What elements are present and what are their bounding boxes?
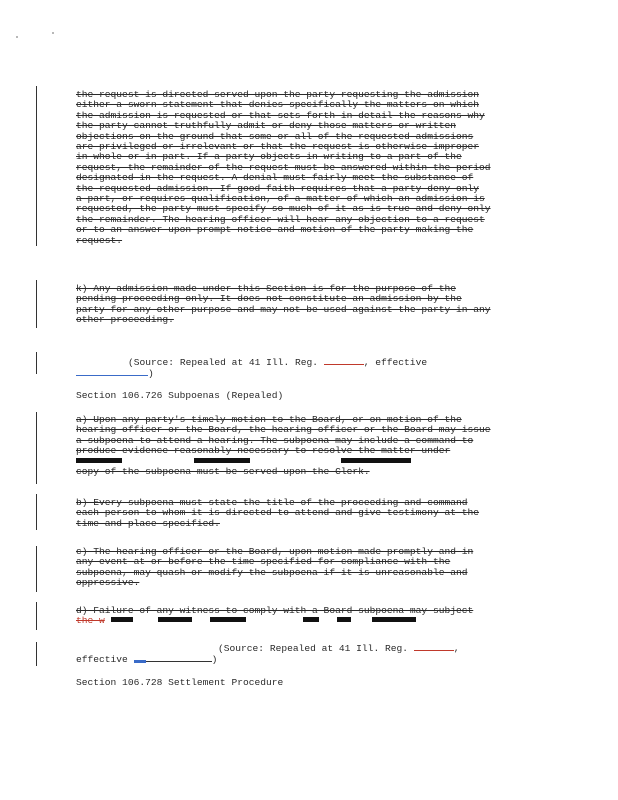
redacted-line xyxy=(76,616,546,626)
change-bar xyxy=(36,602,37,630)
text-line: a part, or requires qualification, of a matter of which an admission is xyxy=(76,194,485,205)
redaction-mark xyxy=(111,617,133,622)
text-line: the admission is requested or that sets forth in detail the reasons why xyxy=(76,110,485,121)
text-line: the request is directed served upon the party requesting the admission xyxy=(76,90,480,100)
text-line: request. xyxy=(76,235,123,246)
redacted-line xyxy=(76,457,546,467)
source-effective: effective xyxy=(76,654,128,665)
scan-speck xyxy=(16,36,18,38)
text-line: b) Every subpoena must state the title of the proceeding and command xyxy=(76,498,468,508)
redaction-mark xyxy=(76,458,122,463)
change-bar xyxy=(36,546,37,592)
paragraph-request-response xyxy=(76,90,546,246)
text-line: requested, the party must specify so much of it as is true and deny only xyxy=(76,204,491,215)
text-line: other proceeding. xyxy=(76,315,174,326)
source-suffix: , xyxy=(453,643,460,654)
source-text: (Source: Repealed at 41 Ill. Reg. xyxy=(128,357,324,368)
blank-effective-date xyxy=(76,367,148,376)
redaction-mark xyxy=(341,458,411,463)
change-bar xyxy=(36,412,37,484)
redaction-mark xyxy=(194,458,250,463)
paragraph-k xyxy=(76,284,546,326)
blank-register-page xyxy=(414,642,454,651)
source-note-1-line2 xyxy=(76,367,154,379)
scan-speck xyxy=(52,32,54,34)
redaction-mark xyxy=(303,617,319,622)
change-bar xyxy=(36,86,37,246)
text-line: the requested admission. If good faith requires that a party deny only xyxy=(76,183,480,194)
text-line: request, the remainder of the request must be answered within the period xyxy=(76,162,491,173)
text-line: are privileged or irrelevant or that the request is otherwise improper xyxy=(76,142,480,153)
change-bar xyxy=(36,494,37,530)
text-line: the remainder. The hearing officer will hear any objection to a request xyxy=(76,214,485,225)
text-line: copy of the subpoena must be served upon the Clerk. xyxy=(76,467,370,478)
redaction-mark xyxy=(158,617,192,622)
text-fragment: the w xyxy=(76,616,105,627)
change-bar xyxy=(36,642,37,666)
redaction-mark xyxy=(210,617,246,622)
text-line: or to an answer upon prompt notice and motion of the party making the xyxy=(76,225,474,236)
text-line: party for any other purpose and may not be used against the party in any xyxy=(76,304,491,315)
text-line: k) Any admission made under this Section is for the purpose of the xyxy=(76,284,456,294)
change-bar xyxy=(36,352,37,374)
section-heading-settlement: Section 106.728 Settlement Procedure xyxy=(76,677,284,688)
paragraph-a xyxy=(76,415,546,477)
text-line: time and place specified. xyxy=(76,518,220,529)
text-line: subpoena, may quash or modify the subpoena if it is unreasonable and xyxy=(76,567,468,578)
text-line: designated in the request. A denial must fairly meet the substance of xyxy=(76,173,474,184)
paragraph-c xyxy=(76,547,546,589)
source-close: ) xyxy=(148,368,154,379)
paragraph-d xyxy=(76,606,546,627)
redaction-mark xyxy=(337,617,351,622)
text-line: either a sworn statement that denies specifically the matters on which xyxy=(76,100,480,111)
text-line: a) Upon any party's timely motion to the Board, or on motion of the xyxy=(76,415,462,425)
text-line: the party cannot truthfully admit or deny those matters or written xyxy=(76,121,456,132)
text-line: objections on the ground that some or all of the requested admissions xyxy=(76,131,474,142)
text-line: oppressive. xyxy=(76,578,140,589)
text-line: d) Failure of any witness to comply with a Board subpoena may subject xyxy=(76,606,474,616)
text-line: in whole or in part. If a party objects in writing to a part of the xyxy=(76,152,462,163)
paragraph-b xyxy=(76,498,546,529)
source-close: ) xyxy=(211,654,218,665)
text-line: produce evidence reasonably necessary to resolve the matter under xyxy=(76,446,451,457)
redaction-mark xyxy=(372,617,416,622)
text-line: each person to whom it is directed to attend and give testimony at the xyxy=(76,508,480,519)
text-line: hearing officer or the Board, the hearing officer or the Board may issue xyxy=(76,425,491,436)
text-line: pending proceeding only. It does not constitute an admission by the xyxy=(76,294,462,305)
text-line: any event at or before the time specified for compliance with the xyxy=(76,557,451,568)
blank-register-page xyxy=(324,356,364,365)
source-note-1 xyxy=(128,356,427,368)
text-line: c) The hearing officer or the Board, upon motion made promptly and in xyxy=(76,547,474,557)
source-note-2 xyxy=(218,642,460,654)
change-bar xyxy=(36,280,37,328)
blank-effective-date xyxy=(134,653,212,662)
source-note-2-line2 xyxy=(76,653,217,665)
text-line: a subpoena to attend a hearing. The subpoena may include a command to xyxy=(76,435,474,446)
source-suffix: , effective xyxy=(363,357,428,368)
source-text: (Source: Repealed at 41 Ill. Reg. xyxy=(218,643,414,654)
section-heading-subpoenas: Section 106.726 Subpoenas (Repealed) xyxy=(76,390,284,401)
blue-mark xyxy=(134,660,146,663)
